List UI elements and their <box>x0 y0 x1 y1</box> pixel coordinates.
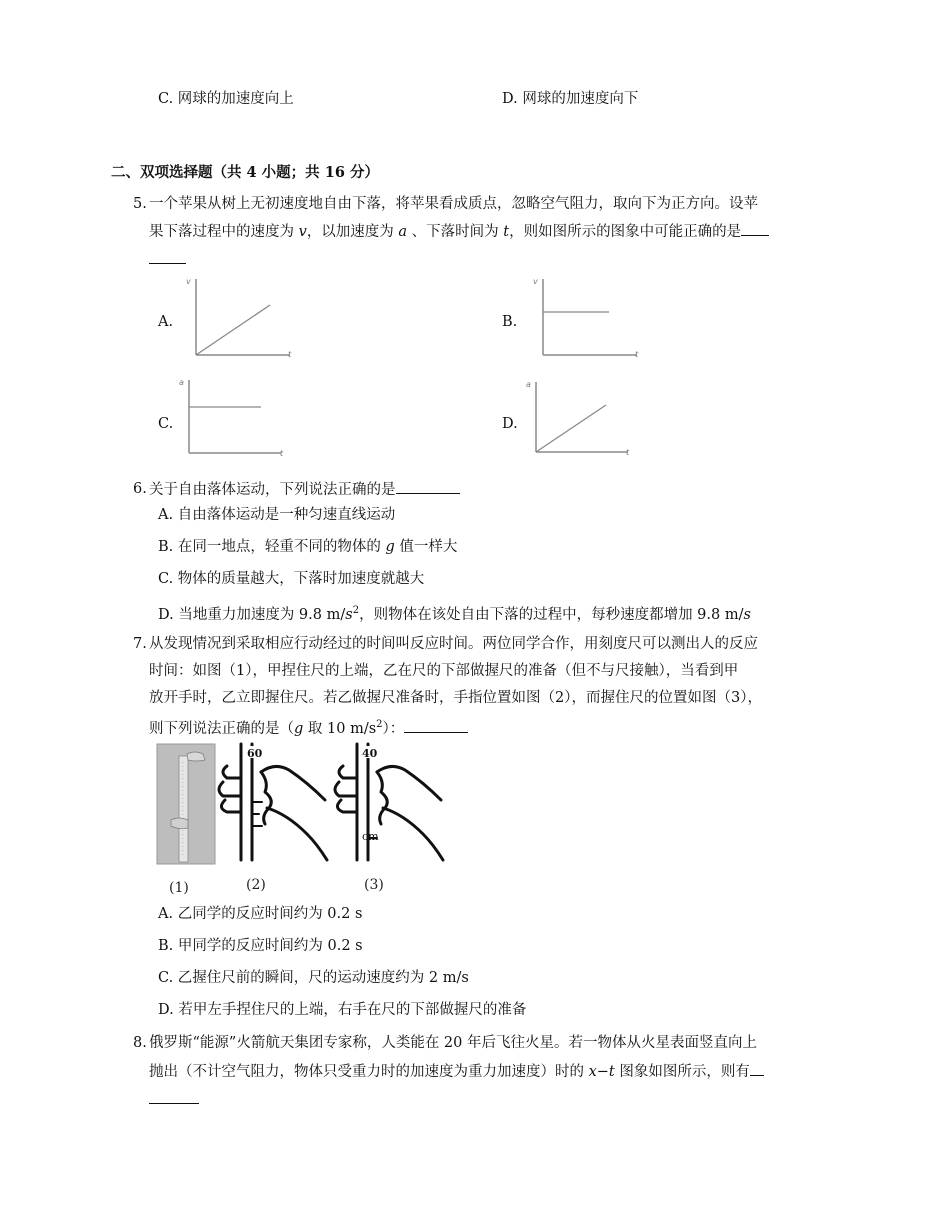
q6-option-c: C. 物体的质量越大，下落时加速度就越大 <box>158 571 425 587</box>
q8-number: 8. <box>133 1035 147 1051</box>
q8-answer-blank <box>750 1061 764 1076</box>
q7-line4: 则下列说法正确的是（g 取 10 $m/s^2$）： <box>149 715 468 739</box>
q5-graph-b-ylabel: v <box>533 277 538 286</box>
q5-number: 5. <box>133 196 147 212</box>
q7-unit-cm: cm <box>362 830 379 843</box>
q5-graph-a-line <box>196 305 270 355</box>
q7-number: 7. <box>133 636 147 652</box>
q7-caption-2: (2) <box>246 877 266 893</box>
q8-answer-blank-cont <box>149 1090 199 1104</box>
q5-option-a-label: A. <box>158 314 174 330</box>
q5-line1: 一个苹果从树上无初速度地自由下落，将苹果看成质点，忽略空气阻力，取向下为正方向。设苹 <box>149 196 758 212</box>
q5-graph-d-line <box>536 405 606 452</box>
q6-option-a: A. 自由落体运动是一种匀速直线运动 <box>158 507 396 523</box>
q8-line2: 抛出（不计空气阻力，物体只受重力时的加速度为重力加速度）时的 x−t 图象如图所示，则有 <box>149 1061 764 1082</box>
q5-graph-d-xlabel: t <box>626 448 630 457</box>
q7-option-b: B. 甲同学的反应时间约为 0.2 s <box>158 938 363 954</box>
q7-figure <box>157 742 457 897</box>
q5-option-c-label: C. <box>158 416 174 432</box>
q7-mark-60: 60 <box>247 747 263 760</box>
q7-caption-3: (3) <box>364 877 384 893</box>
q5-graph-a-ylabel: v <box>186 277 191 286</box>
q5-graph-c-ylabel: a <box>179 378 184 387</box>
q6-option-d: D. 当地重力加速度为 9.8 $m/s^2$，则物体在该处自由下落的过程中，每秒速度都增加 9.8 m/s <box>158 605 751 623</box>
prev-option-c: C. 网球的加速度向上 <box>158 91 294 107</box>
q8-line1: 俄罗斯“能源”火箭航天集团专家称，人类能在 20 年后飞往火星。若一物体从火星表面竖直向上 <box>149 1035 757 1051</box>
q7-line1: 从发现情况到采取相应行动经过的时间叫反应时间。两位同学合作，用刻度尺可以测出人的反应 <box>149 636 758 652</box>
q5-answer-blank-cont <box>149 250 186 264</box>
q6-answer-blank <box>396 479 460 494</box>
q7-mark-40: 40 <box>362 747 378 760</box>
q7-hand-3 <box>335 744 443 860</box>
q6-option-b: B. 在同一地点，轻重不同的物体的 g 值一样大 <box>158 539 458 555</box>
q7-answer-blank <box>404 718 468 733</box>
q5-graph-c <box>173 376 293 466</box>
q5-graph-a <box>180 275 292 365</box>
q7-option-c: C. 乙握住尺前的瞬间，尺的运动速度约为 2 m/s <box>158 970 469 986</box>
q5-option-b-label: B. <box>502 314 518 330</box>
q7-line2: 时间：如图（1），甲捏住尺的上端，乙在尺的下部做握尺的准备（但不与尺接触），当看到甲 <box>149 663 739 679</box>
q7-line3: 放开手时，乙立即握住尺。若乙做握尺准备时，手指位置如图（2），而握住尺的位置如图（3）， <box>149 690 762 706</box>
prev-option-d: D. 网球的加速度向下 <box>502 91 639 107</box>
q7-option-d: D. 若甲左手捏住尺的上端，右手在尺的下部做握尺的准备 <box>158 1002 527 1018</box>
q5-option-d-label: D. <box>502 416 518 432</box>
q5-graph-d-ylabel: a <box>526 380 531 389</box>
q5-graph-b-xlabel: t <box>635 350 639 359</box>
q5-graph-b <box>527 275 647 365</box>
q7-photo-1 <box>157 744 215 864</box>
q5-graph-a-xlabel: t <box>288 350 292 359</box>
q6-stem: 关于自由落体运动，下列说法正确的是 <box>149 479 460 500</box>
q5-graph-c-xlabel: t <box>280 449 284 458</box>
q5-graph-d <box>520 378 640 468</box>
section-title: 二、双项选择题（共 4 小题；共 16 分） <box>111 164 379 181</box>
q6-number: 6. <box>133 481 147 497</box>
q5-line2: 果下落过程中的速度为 v，以加速度为 a 、下落时间为 t，则如图所示的图象中可能正确的是 <box>149 221 769 242</box>
q7-option-a: A. 乙同学的反应时间约为 0.2 s <box>158 906 363 922</box>
q7-hand-2 <box>219 744 327 860</box>
q7-caption-1: (1) <box>169 880 189 896</box>
q5-answer-blank <box>741 221 769 236</box>
